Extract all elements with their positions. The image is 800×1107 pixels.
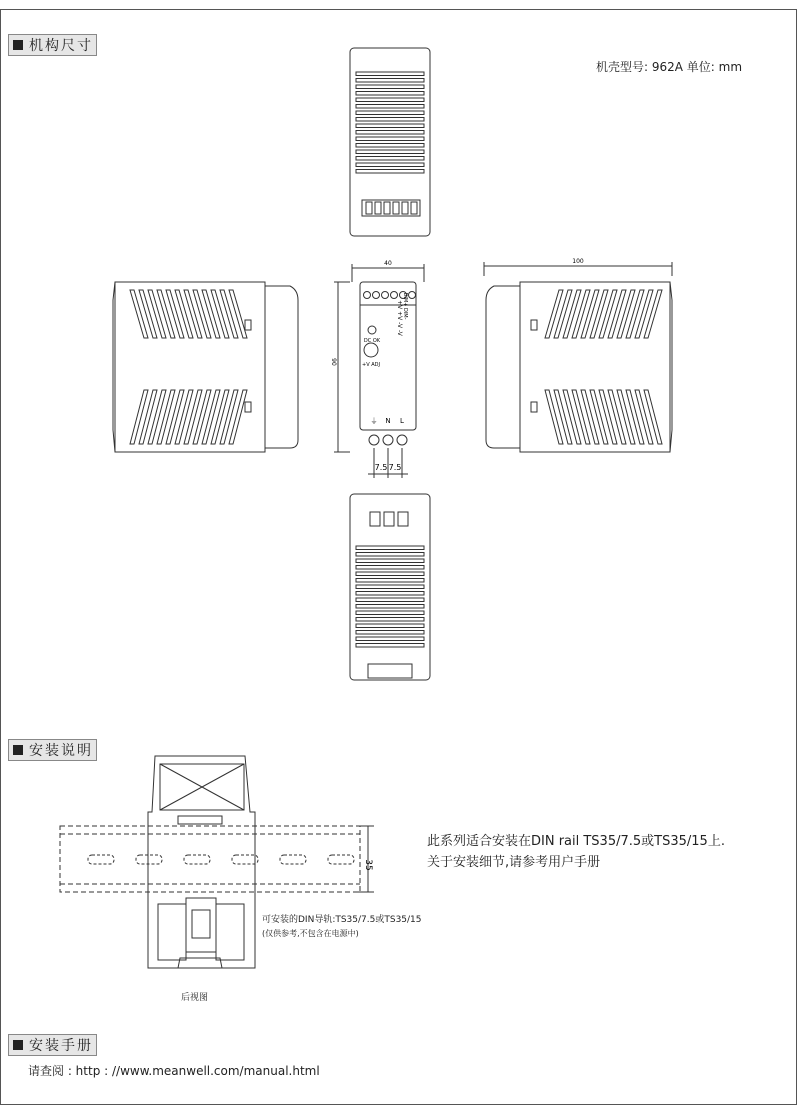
fin-line <box>356 598 424 602</box>
fin-line <box>356 124 424 128</box>
rail-slot <box>184 855 210 864</box>
rear-view-caption: 后视图 <box>181 993 209 1003</box>
fin-line <box>356 637 424 641</box>
terminal-slot <box>411 202 417 214</box>
ground-label: ⏚ <box>370 417 378 425</box>
section-title: 安装说明 <box>29 743 93 759</box>
front-view <box>334 264 424 478</box>
install-drawing <box>0 740 420 1010</box>
install-text-line2: 关于安装细节,请参考用户手册 <box>427 855 601 870</box>
fin-line <box>356 85 424 89</box>
terminal-slot <box>393 202 399 214</box>
fin-line <box>356 144 424 148</box>
front-terminal-labels: +V +V -V -V <box>396 300 403 336</box>
bottom-view <box>350 494 430 680</box>
vadj-label: +V ADJ <box>362 362 380 368</box>
left-side-view <box>113 282 298 452</box>
terminal-screw <box>382 292 389 299</box>
fin-line <box>356 170 424 174</box>
rail-slot <box>232 855 258 864</box>
terminal-slot <box>375 202 381 214</box>
fin-line <box>356 624 424 628</box>
square-bullet-icon <box>13 1040 23 1050</box>
case-info: 机壳型号: 962A 单位: mm <box>596 60 743 74</box>
rail-slot <box>136 855 162 864</box>
fin-line <box>356 592 424 596</box>
rail-slot <box>328 855 354 864</box>
l-label: L <box>400 417 404 425</box>
fin-line <box>356 72 424 76</box>
fin-line <box>356 92 424 96</box>
dim-rail-height: 35 <box>363 859 373 871</box>
terminal-slot <box>384 202 390 214</box>
fin-line <box>356 585 424 589</box>
fin-line <box>356 118 424 122</box>
terminal-screw <box>369 435 379 445</box>
section-title: 安装手册 <box>29 1038 93 1054</box>
fin-line <box>356 105 424 109</box>
fin-line <box>356 163 424 167</box>
fin-line <box>356 546 424 550</box>
dim-pitch-b: 7.5 <box>388 463 402 472</box>
terminal-slot <box>402 202 408 214</box>
manual-link[interactable]: 请查阅 : http : //www.meanwell.com/manual.html <box>28 1064 320 1078</box>
fin-line <box>356 553 424 557</box>
fin-line <box>356 131 424 135</box>
dim-length: 100 <box>572 258 584 265</box>
terminal-slot <box>366 202 372 214</box>
fin-line <box>356 79 424 83</box>
terminal-screw <box>397 435 407 445</box>
terminal-screw <box>391 292 398 299</box>
fin-line <box>356 157 424 161</box>
fin-line <box>356 111 424 115</box>
fin-line <box>356 150 424 154</box>
fin-line <box>356 137 424 141</box>
front-dim-label: DIM+ DIM- <box>402 292 408 320</box>
top-view <box>350 48 430 236</box>
fin-line <box>356 618 424 622</box>
fin-line <box>356 605 424 609</box>
n-label: N <box>385 417 391 425</box>
fin-line <box>356 631 424 635</box>
rail-note-2: (仅供参考,不包含在电源中) <box>262 929 359 938</box>
terminal-screw <box>383 435 393 445</box>
fin-line <box>356 98 424 102</box>
rail-slot <box>88 855 114 864</box>
fin-line <box>356 566 424 570</box>
fin-line <box>356 572 424 576</box>
dim-height: 90 <box>330 358 337 366</box>
fin-line <box>356 559 424 563</box>
dim-pitch-a: 7.5 <box>374 463 388 472</box>
dim-width: 40 <box>384 260 392 267</box>
fin-line <box>356 611 424 615</box>
terminal-screw <box>364 292 371 299</box>
rail-note-1: 可安装的DIN导轨:TS35/7.5或TS35/15 <box>262 915 422 925</box>
section-title: 机构尺寸 <box>29 38 93 54</box>
terminal-screw <box>373 292 380 299</box>
dc-ok-label: DC OK <box>363 338 381 344</box>
fin-line <box>356 579 424 583</box>
section-header-manual <box>8 1034 97 1056</box>
right-side-view <box>484 262 672 452</box>
terminal-screw <box>409 292 416 299</box>
rail-slot <box>280 855 306 864</box>
install-text-line1: 此系列适合安装在DIN rail TS35/7.5或TS35/15上. <box>427 834 725 849</box>
fin-line <box>356 644 424 648</box>
